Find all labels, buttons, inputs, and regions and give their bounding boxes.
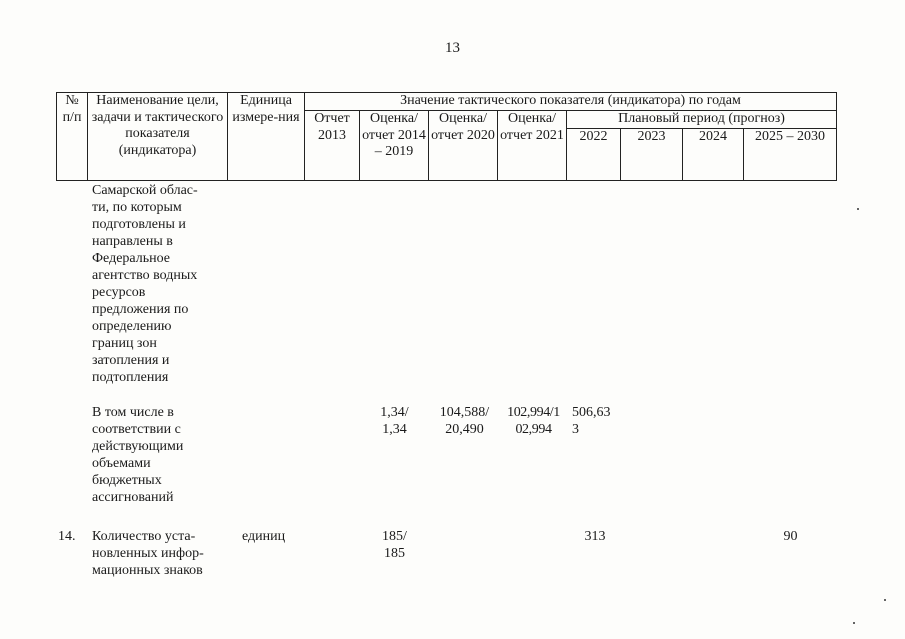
- scan-speck: [853, 622, 855, 624]
- value-line: 185: [384, 546, 405, 561]
- value-line: 185/: [382, 529, 407, 544]
- row-name-line: границ зон: [92, 336, 157, 351]
- header-2021: Оценка/ отчет 2021: [498, 111, 567, 181]
- header-2022: 2022: [567, 129, 621, 181]
- row-name-line: ассигнований: [92, 490, 174, 505]
- header-2025: 2025 – 2030: [744, 129, 837, 181]
- row-name-line: подтопления: [92, 370, 169, 385]
- scan-speck: [884, 599, 886, 601]
- row-name-line: Количество уста-: [92, 529, 196, 544]
- row-name-line: затопления и: [92, 353, 170, 368]
- value-2022: 313: [584, 529, 606, 544]
- table-row-budget: [92, 404, 183, 506]
- row-name-line: направлены в: [92, 234, 173, 249]
- header-unit: Единица измере-ния: [228, 93, 305, 181]
- value-line: 20,490: [445, 422, 484, 437]
- value-2020: [430, 404, 499, 438]
- row-name-line: мационных знаков: [92, 563, 203, 578]
- value-line: 506,63: [572, 405, 611, 420]
- header-2013: Отчет 2013: [305, 111, 360, 181]
- row-name-line: действующими: [92, 439, 184, 454]
- value-2014: [360, 528, 429, 562]
- header-2014: Оценка/ отчет 2014 – 2019: [360, 111, 429, 181]
- row-name-line: подготовлены и: [92, 217, 186, 232]
- value-line: 02,994: [515, 422, 552, 437]
- value-line: 3: [572, 422, 579, 437]
- row-name-line: ти, по которым: [92, 200, 182, 215]
- value-line: 102,994/1: [507, 405, 560, 420]
- indicator-table-header: [56, 92, 837, 181]
- row-number: 14.: [58, 529, 76, 544]
- row-name-line: Федеральное: [92, 251, 171, 266]
- row-unit: единиц: [242, 529, 286, 544]
- value-2021: [499, 404, 568, 438]
- header-2023: 2023: [621, 129, 683, 181]
- row-name-line: ресурсов: [92, 285, 146, 300]
- value-line: 104,588/: [439, 405, 490, 420]
- header-2020: Оценка/ отчет 2020: [429, 111, 498, 181]
- value-line: 1,34: [382, 422, 407, 437]
- value-line: 1,34/: [380, 405, 409, 420]
- header-plan-group: Плановый период (прогноз): [567, 111, 837, 129]
- row-name-line: бюджетных: [92, 473, 162, 488]
- row-name-line: В том числе в: [92, 405, 174, 420]
- value-2025: 90: [783, 529, 798, 544]
- row-name-line: соответствии с: [92, 422, 181, 437]
- row-name-line: Самарской облас-: [92, 183, 198, 198]
- header-num: № п/п: [57, 93, 88, 181]
- header-name: Наименование цели, задачи и тактического показателя (индикатора): [88, 93, 228, 181]
- row-name-line: новленных инфор-: [92, 546, 204, 561]
- page-number: 13: [445, 40, 460, 56]
- row-name-line: объемами: [92, 456, 151, 471]
- header-2024: 2024: [683, 129, 744, 181]
- row-name-line: предложения по: [92, 302, 189, 317]
- table-row-continuation: [92, 182, 198, 386]
- scan-speck: [857, 208, 859, 210]
- table-row-14: [92, 528, 204, 579]
- value-2022: [572, 404, 611, 438]
- row-name-line: агентство водных: [92, 268, 198, 283]
- row-name-line: определению: [92, 319, 172, 334]
- value-2014: [360, 404, 429, 438]
- header-values-group: Значение тактического показателя (индикатора) по годам: [305, 93, 837, 111]
